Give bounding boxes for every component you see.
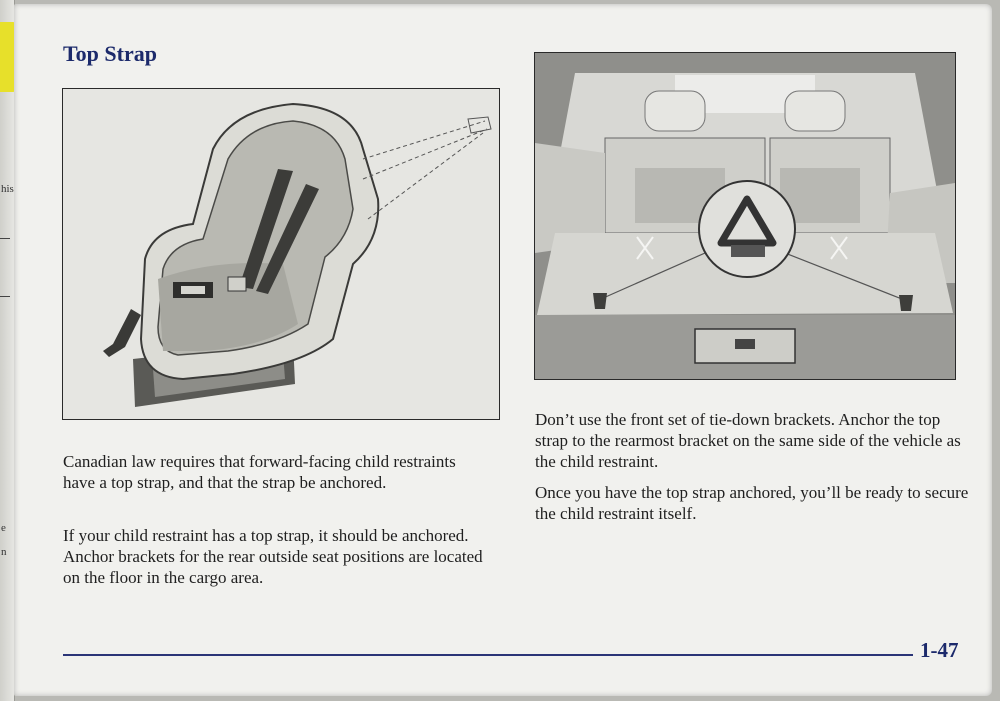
child-seat-figure [62, 88, 500, 420]
previous-page-fragment: n [1, 546, 7, 558]
child-seat-illustration [63, 89, 499, 419]
page-number: 1-47 [920, 638, 959, 662]
paragraph-anchor-brackets: If your child restraint has a top strap, it should be anchored. Anchor brackets for the rear outside seat positions are located on the floor in the cargo area. [63, 526, 483, 587]
cargo-area-tie-down-illustration [535, 53, 955, 379]
footer-rule [63, 654, 913, 656]
previous-page-fragment: e [1, 522, 6, 534]
cargo-area-figure [534, 52, 956, 380]
previous-page-mark [0, 296, 10, 297]
page-title: Top Strap [63, 41, 157, 66]
previous-page-fragment: his [1, 183, 14, 195]
paragraph-front-brackets-warning: Don’t use the front set of tie-down brackets. Anchor the top strap to the rearmost bracket on the same side of the vehicle as the child restraint. [535, 410, 961, 471]
previous-page-edge [0, 0, 15, 701]
paragraph-secure-restraint: Once you have the top strap anchored, you’ll be ready to secure the child restraint itself. [535, 483, 969, 523]
paragraph-canadian-law: Canadian law requires that forward-facing child restraints have a top strap, and that the strap be anchored. [63, 452, 456, 492]
manual-page [14, 4, 992, 696]
previous-page-mark [0, 238, 10, 239]
